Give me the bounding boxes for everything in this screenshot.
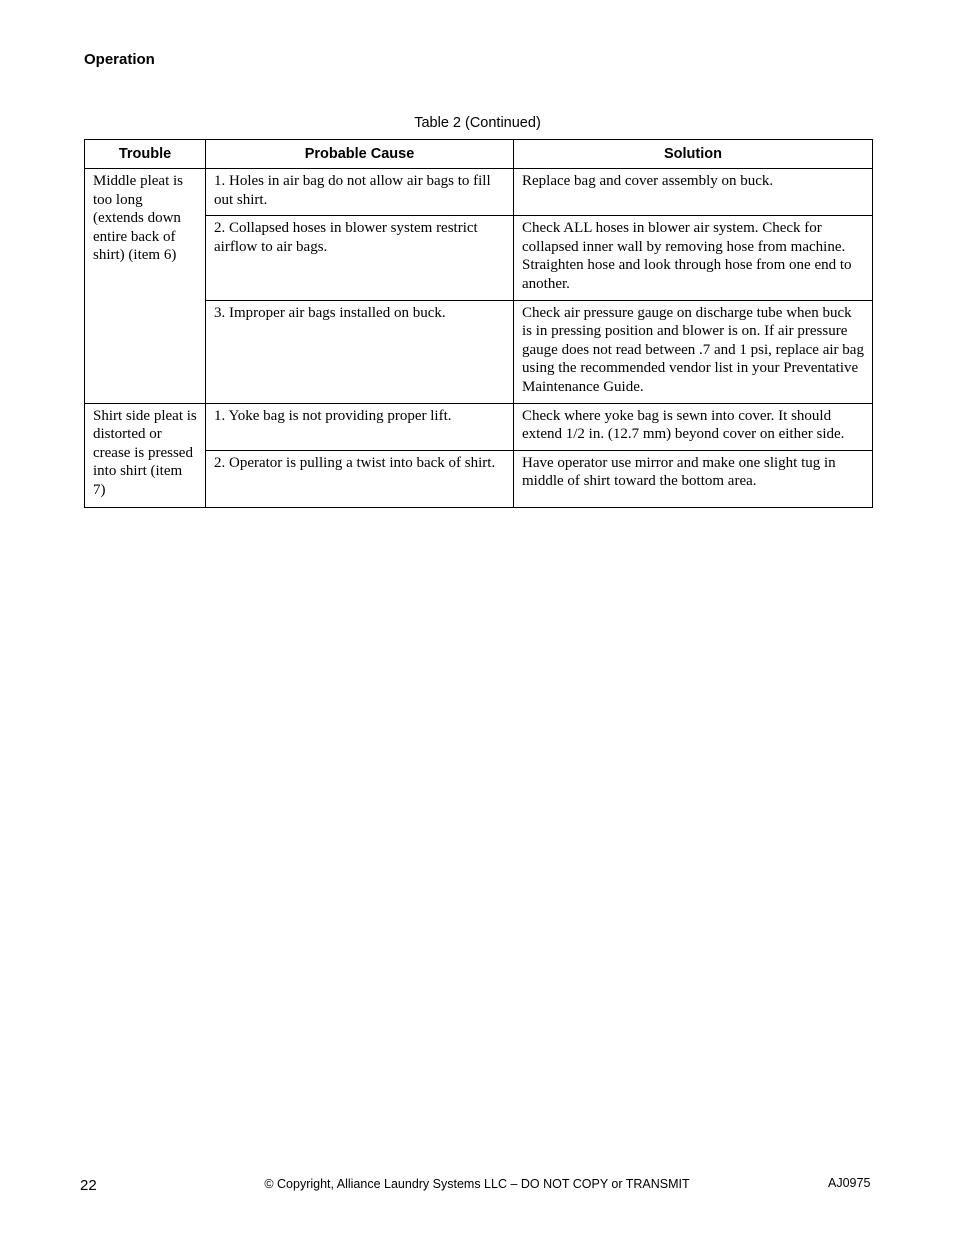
troubleshooting-table	[84, 139, 873, 508]
cause-text: 2. Operator is pulling a twist into back of shirt.	[214, 454, 496, 471]
cause-cell	[206, 216, 514, 300]
solution-cell	[514, 216, 873, 300]
column-header-solution: Solution	[514, 140, 873, 169]
cause-cell	[206, 300, 514, 403]
solution-text: Check where yoke bag is sewn into cover. It should extend 1/2 in. (12.7 mm) beyond cover on either side.	[522, 407, 845, 443]
table-row	[85, 403, 873, 450]
solution-text: Check ALL hoses in blower air system. Check for collapsed inner wall by removing hose from machine. Straighten hose and look through hose from one end to another.	[522, 220, 852, 292]
solution-text: Replace bag and cover assembly on buck.	[522, 173, 774, 189]
trouble-text: Middle pleat is too long (extends down entire back of shirt) (item 6)	[93, 173, 183, 264]
cause-cell	[206, 403, 514, 450]
column-header-probable-cause: Probable Cause	[206, 140, 514, 169]
table-row	[85, 169, 873, 216]
cause-text: 3. Improper air bags installed on buck.	[214, 304, 446, 321]
cause-text: 1. Yoke bag is not providing proper lift.	[214, 407, 452, 424]
copyright-notice: © Copyright, Alliance Laundry Systems LLC – DO NOT COPY or TRANSMIT	[264, 1177, 690, 1191]
column-header-trouble: Trouble	[85, 140, 206, 169]
page-number: 22	[80, 1177, 97, 1194]
table-caption: Table 2 (Continued)	[414, 115, 541, 131]
cause-cell	[206, 450, 514, 507]
solution-text: Check air pressure gauge on discharge tube when buck is in pressing position and blower is on. If air pressure gauge does not read between .7 and 1 psi, replace air bag using the recommended vendor list in your Preventative Maintenance Guide.	[522, 304, 864, 395]
solution-cell	[514, 169, 873, 216]
trouble-text: Shirt side pleat is distorted or crease is pressed into shirt (item 7)	[93, 407, 197, 498]
solution-cell	[514, 450, 873, 507]
trouble-cell	[85, 169, 206, 404]
trouble-cell	[85, 403, 206, 507]
table-header-row	[85, 140, 873, 169]
section-title: Operation	[84, 51, 155, 68]
solution-cell	[514, 300, 873, 403]
cause-cell	[206, 169, 514, 216]
cause-text: 2. Collapsed hoses in blower system restrict airflow to air bags.	[214, 220, 478, 255]
solution-cell	[514, 403, 873, 450]
cause-text: 1. Holes in air bag do not allow air bags to fill out shirt.	[214, 173, 491, 208]
document-id: AJ0975	[828, 1176, 871, 1190]
solution-text: Have operator use mirror and make one slight tug in middle of shirt toward the bottom area.	[522, 454, 836, 490]
